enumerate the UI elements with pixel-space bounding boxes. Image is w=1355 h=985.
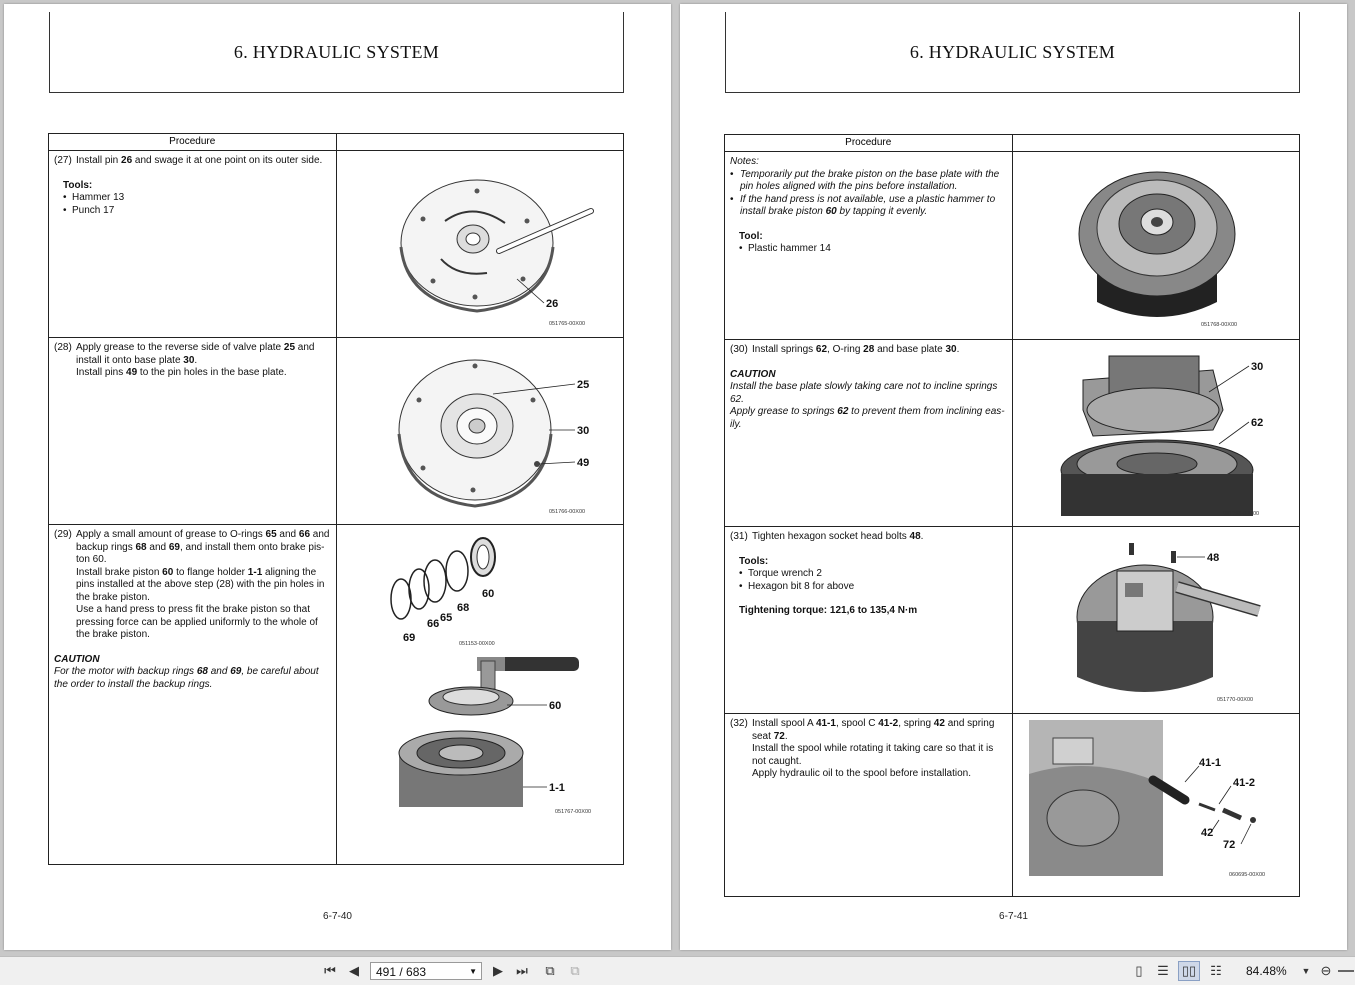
callout-26: 26: [545, 298, 558, 310]
next-page-icon: ▶: [493, 963, 503, 978]
table-row: [725, 527, 1300, 714]
callout-25: 25: [576, 379, 589, 391]
step-29-figure: [336, 525, 624, 865]
notes-figure: [1012, 152, 1300, 340]
continuous-facing-view-icon: ☷: [1210, 963, 1222, 978]
brake-piston-illustration: [337, 525, 624, 859]
base-plate-pin-illustration: [337, 151, 624, 332]
last-page-button[interactable]: [512, 961, 532, 981]
page-header: [49, 12, 624, 93]
zoom-level[interactable]: 84.48%: [1246, 964, 1287, 978]
single-page-view-button[interactable]: [1130, 961, 1148, 981]
prev-page-icon: ◀: [349, 963, 359, 978]
figure-code: 051770-00X00: [1216, 697, 1253, 703]
base-plate-spring-illustration: [1013, 340, 1300, 521]
callout-66: 66: [426, 618, 439, 630]
figure-code: 051153-00X00: [458, 641, 495, 647]
zoom-slider-track: [1338, 970, 1354, 972]
step-32-figure: [1012, 714, 1300, 897]
step-29-text: (29) Apply a small amount of grease to O-rings 65 and 66 and backup rings 68 and 69, and install them onto brake pis- ton 60. Install brake piston 60 to flange holder 1-1 aligning the pins installed at the above step (28) with the pin holes in the brake piston. Use a hand press to press fit the brake piston so that pressing force can be applied uniformly to the whole of the brake piston. CAUTION For the motor with backup rings 68 and 69, be careful about the order to install the backup rings.: [49, 525, 337, 865]
table-row: [49, 338, 624, 525]
page-number: 6-7-41: [999, 911, 1028, 922]
continuous-facing-view-button[interactable]: [1206, 961, 1226, 981]
single-page-view-icon: ▯: [1135, 963, 1143, 978]
callout-48: 48: [1206, 552, 1219, 564]
chevron-down-icon[interactable]: ▼: [469, 967, 477, 976]
notes-text: Notes: • Temporarily put the brake piston on the base plate with the pin holes aligned with the pins before installation. • If the hand press is not available, use a plastic hammer to install brake piston 60 by tapping it evenly. Tool: • Plastic hammer 14: [725, 152, 1013, 340]
facing-view-button[interactable]: [1178, 961, 1200, 981]
step-28-figure: [336, 338, 624, 525]
prev-page-button[interactable]: [344, 961, 364, 981]
tightening-torque: Tightening torque: 121,6 to 135,4 N·m: [739, 605, 918, 616]
figure-code: 051767-00X00: [554, 809, 591, 815]
figure-code: 051768-00X00: [1200, 322, 1237, 328]
go-forward-view-button[interactable]: [565, 961, 585, 981]
motor-assembly-illustration: [1013, 152, 1300, 334]
go-forward-view-icon: ⧉: [570, 963, 580, 978]
facing-view-icon: ▯▯: [1181, 963, 1197, 978]
table-row: [725, 340, 1300, 527]
socket-bolt-illustration: [1013, 527, 1300, 708]
procedure-table: [48, 133, 624, 865]
spool-spring-illustration: [1013, 714, 1300, 891]
step-32-text: (32) Install spool A 41-1, spool C 41-2, spring 42 and spring seat 72. Install the spool while rotating it taking care so that it is not caught. Apply hydraulic oil to the spool before installation.: [725, 714, 1013, 897]
viewer-toolbar: [0, 956, 1355, 985]
figure-code: 060695-00X00: [1228, 872, 1265, 878]
first-page-icon: ⏮: [324, 963, 336, 978]
document-page-left: [4, 4, 671, 950]
callout-65: 65: [439, 612, 452, 624]
zoom-slider[interactable]: [1338, 961, 1354, 981]
last-page-icon: ⏭: [516, 963, 528, 978]
figure-header: [1012, 135, 1300, 152]
step-30-text: (30) Install springs 62, O-ring 28 and base plate 30. CAUTION Install the base plate slowly taking care not to incline springs 62. Apply grease to springs 62 to prevent them from inclining eas- ily.: [725, 340, 1013, 527]
table-row: [49, 151, 624, 338]
procedure-header: Procedure: [725, 135, 1013, 152]
step-30-figure: [1012, 340, 1300, 527]
chevron-down-icon: ▼: [1301, 966, 1311, 976]
figure-code: 051766-00X00: [548, 509, 585, 515]
page-number: 6-7-40: [323, 911, 352, 922]
callout-49: 49: [576, 457, 589, 469]
zoom-out-button[interactable]: [1316, 961, 1336, 981]
callout-60: 60: [481, 588, 494, 600]
go-back-view-button[interactable]: [540, 961, 560, 981]
zoom-out-icon: ⊖: [1320, 963, 1332, 978]
callout-60-b: 60: [548, 700, 561, 712]
section-title: 6. HYDRAULIC SYSTEM: [233, 42, 440, 62]
table-row: [49, 525, 624, 865]
callout-69: 69: [402, 632, 415, 644]
step-31-text: (31) Tighten hexagon socket head bolts 48. Tools: • Torque wrench 2 • Hexagon bit 8 for above Tightening torque: 121,6 to 135,4 N·m: [725, 527, 1013, 714]
table-row: [725, 152, 1300, 340]
continuous-view-icon: ☰: [1157, 963, 1169, 978]
first-page-button[interactable]: [320, 961, 340, 981]
table-row: [725, 714, 1300, 897]
section-title: 6. HYDRAULIC SYSTEM: [909, 42, 1116, 62]
callout-41-1: 41-1: [1198, 757, 1221, 769]
callout-30: 30: [576, 425, 589, 437]
valve-plate-illustration: [337, 338, 624, 519]
page-header: [725, 12, 1300, 93]
figure-code: 051765-00X00: [548, 321, 585, 327]
procedure-header: Procedure: [49, 134, 337, 151]
callout-72: 72: [1222, 839, 1235, 851]
step-31-figure: [1012, 527, 1300, 714]
figure-header: [336, 134, 624, 151]
zoom-dropdown[interactable]: [1300, 961, 1312, 981]
step-27-figure: [336, 151, 624, 338]
callout-41-2: 41-2: [1232, 777, 1255, 789]
next-page-button[interactable]: [488, 961, 508, 981]
caution-heading: CAUTION: [730, 368, 776, 380]
document-page-right: [680, 4, 1347, 950]
figure-code: 051769-00X00: [1222, 511, 1259, 517]
page-number-field[interactable]: 491 / 683 ▼: [370, 962, 482, 980]
callout-42: 42: [1200, 827, 1213, 839]
callout-1-1: 1-1: [548, 782, 565, 794]
callout-30: 30: [1250, 361, 1263, 373]
procedure-table: [724, 134, 1300, 897]
caution-heading: CAUTION: [54, 653, 100, 665]
callout-62: 62: [1250, 417, 1263, 429]
continuous-view-button[interactable]: [1154, 961, 1172, 981]
step-28-text: (28) Apply grease to the reverse side of valve plate 25 and install it onto base plate 30. Install pins 49 to the pin holes in the base plate.: [49, 338, 337, 525]
step-27-text: (27) Install pin 26 and swage it at one point on its outer side. Tools: • Hammer 13 • Punch 17: [49, 151, 337, 338]
callout-68: 68: [456, 602, 469, 614]
go-back-view-icon: ⧉: [545, 963, 555, 978]
